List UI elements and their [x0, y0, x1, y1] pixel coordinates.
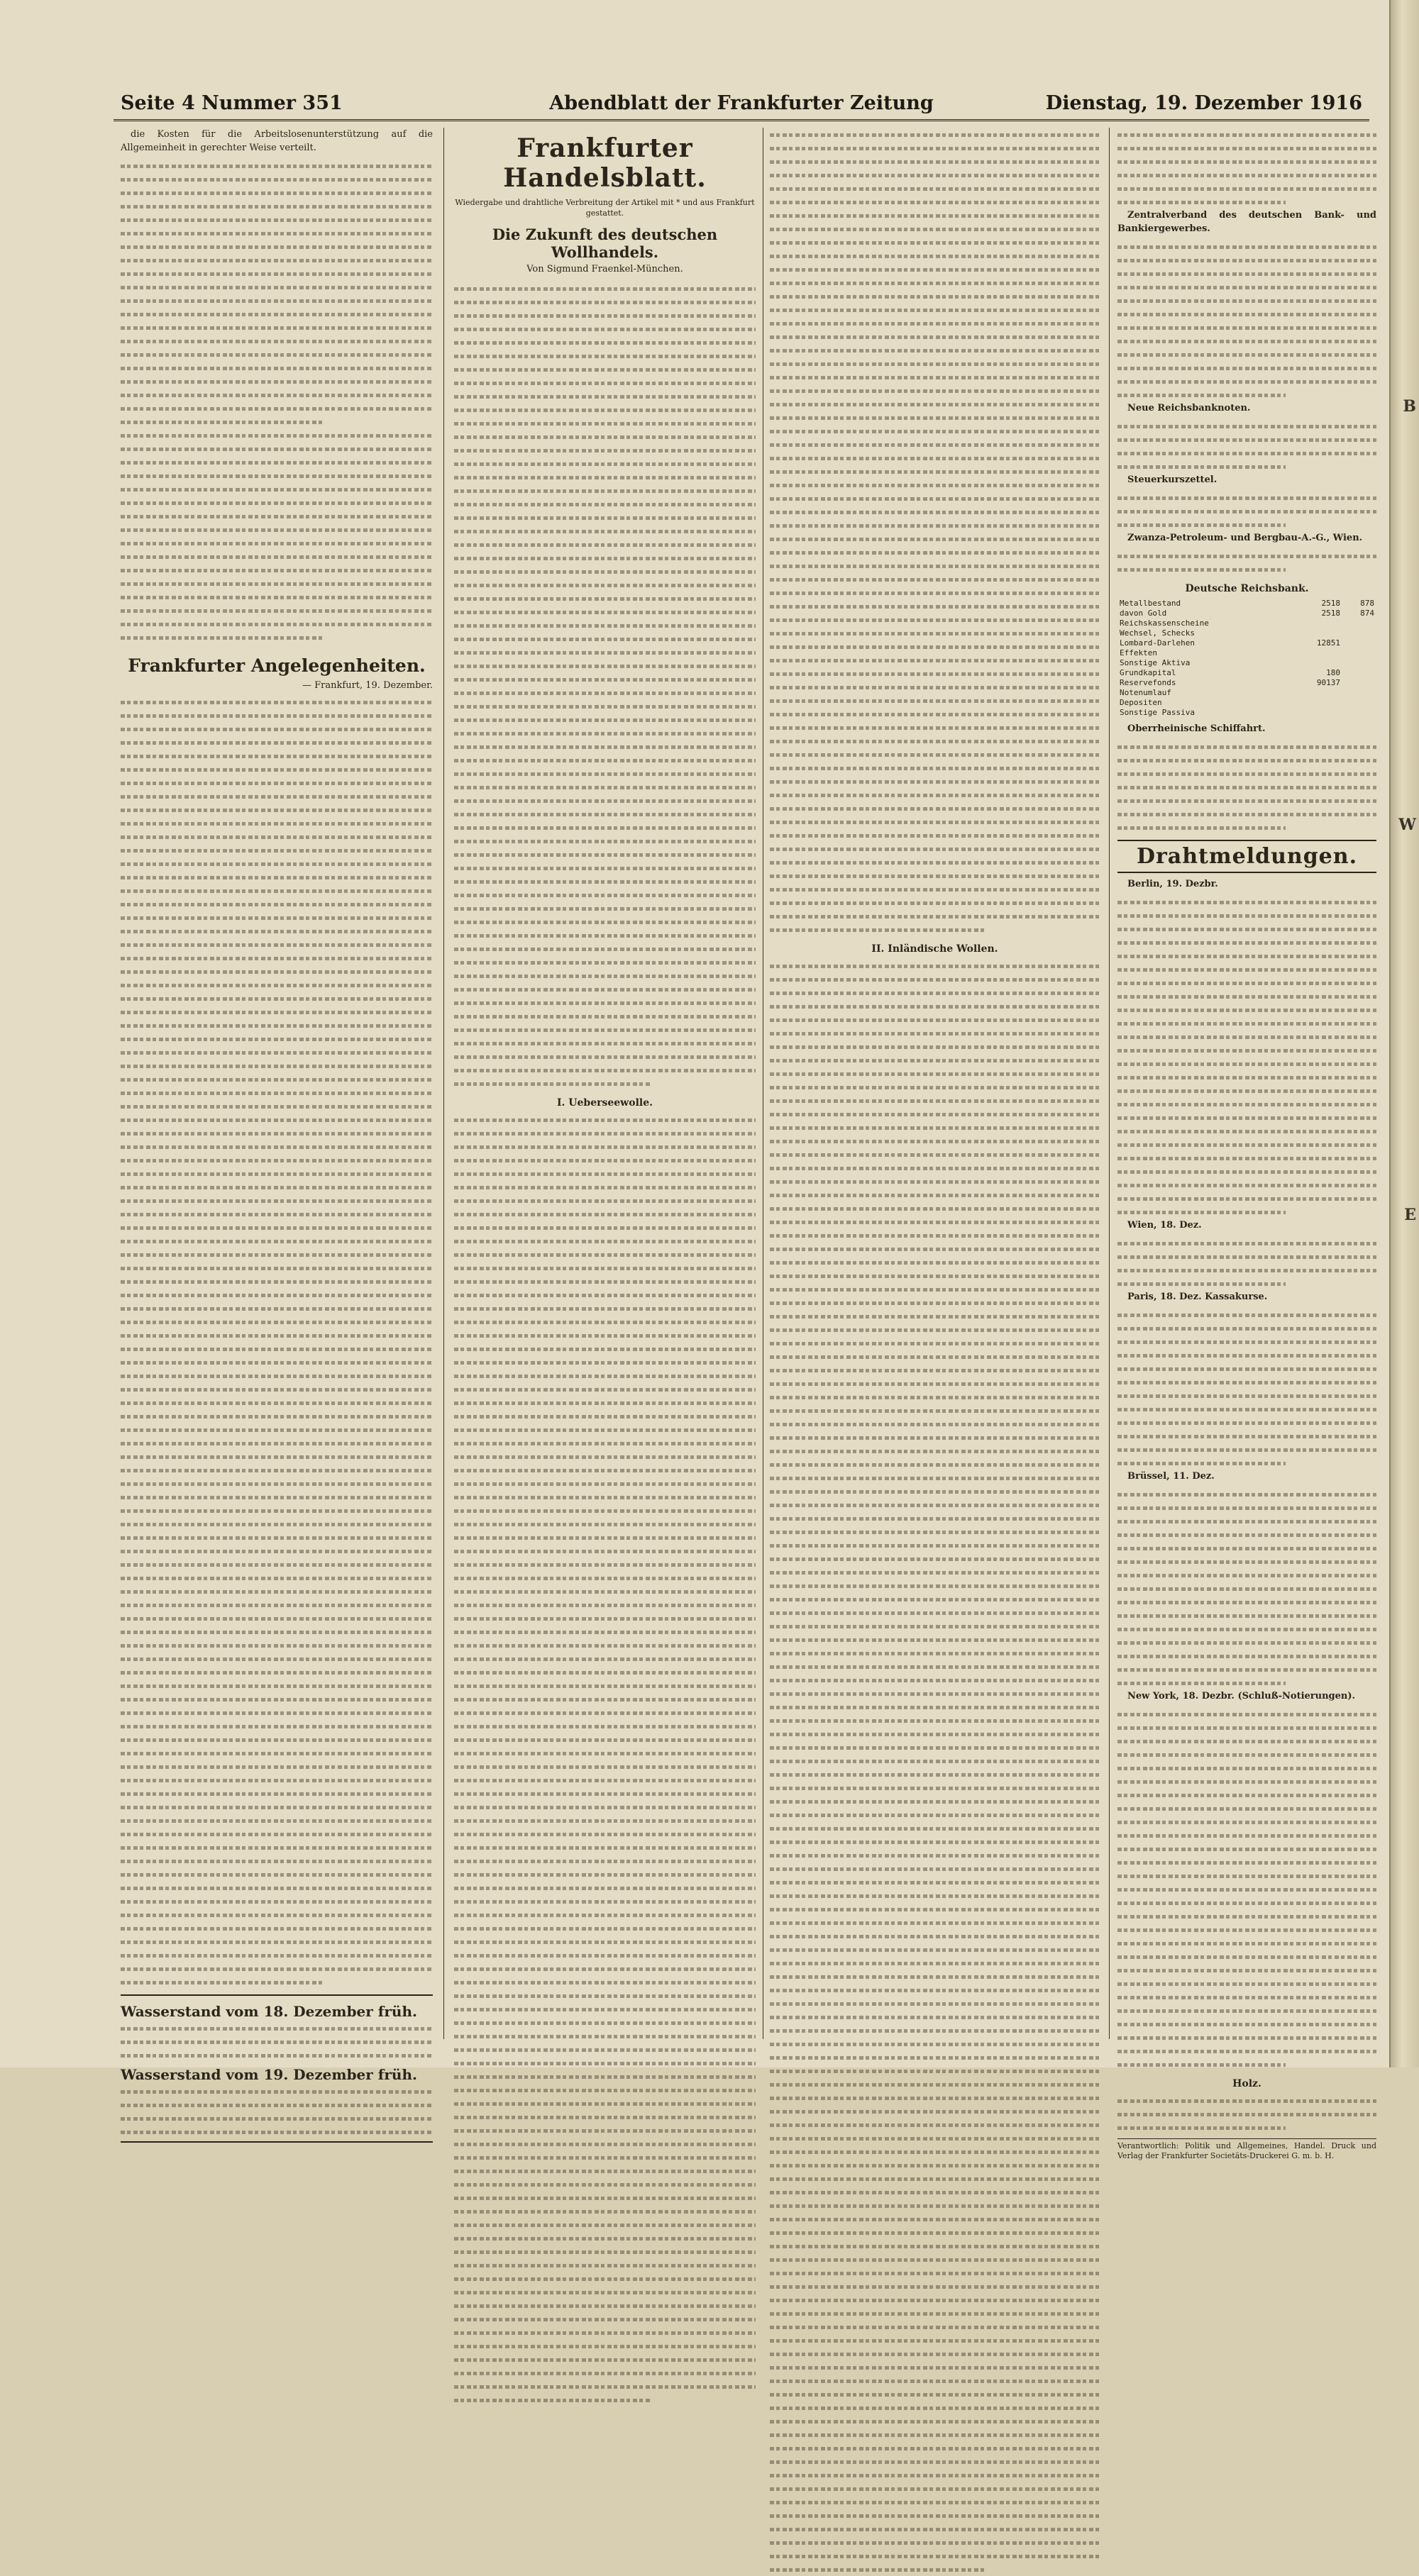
water-level-title: Wasserstand vom 19. Dezember früh. [121, 2066, 417, 2083]
row-label: Depositen [1120, 698, 1162, 707]
body-text-block [454, 1113, 756, 2406]
water-level-box [121, 1994, 433, 2143]
row-value [1291, 688, 1342, 698]
row-value [1291, 698, 1342, 708]
row-value [1342, 668, 1376, 678]
row-label: Reichskassenscheine [1120, 618, 1209, 628]
row-value [1342, 618, 1376, 628]
row-label: Reservefonds [1120, 678, 1176, 687]
row-value [1291, 628, 1342, 638]
row-label: Lombard-Darlehen [1120, 638, 1195, 648]
table-heading: Deutsche Reichsbank. [1185, 583, 1309, 594]
table-row [1117, 668, 1376, 678]
row-label: davon Gold [1120, 609, 1167, 618]
water-level-title: Wasserstand vom 18. Dezember früh. [121, 2003, 417, 2020]
body-text-block [121, 159, 433, 644]
newspaper-title: Abendblatt der Frankfurter Zeitung [549, 92, 934, 114]
body-text-block [1117, 419, 1376, 473]
row-label: Sonstige Passiva [1120, 708, 1195, 717]
news-item-heading: Steuerkurszettel. [1127, 474, 1218, 485]
row-label: Grundkapital [1120, 668, 1176, 677]
news-item-heading: Zwanza-Petroleum- und Bergbau-A.-G., Wien. [1127, 533, 1363, 543]
page-number: Seite 4 Nummer 351 [121, 92, 343, 114]
dateline: — Frankfurt, 19. Dezember. [302, 680, 433, 691]
city-dateline: Berlin, 19. Dezbr. [1127, 879, 1218, 889]
table-row [1117, 648, 1376, 658]
row-value [1342, 638, 1376, 648]
row-value: 12851 [1316, 638, 1341, 648]
body-text-block [1117, 128, 1376, 209]
row-value: 874 [1360, 609, 1374, 618]
body-text-block [1117, 1236, 1376, 1290]
row-value [1291, 648, 1342, 658]
masthead [114, 91, 1369, 121]
body-text-block [121, 695, 433, 1989]
row-label: Notenumlauf [1120, 688, 1171, 697]
table-row [1117, 658, 1376, 668]
table-row [1117, 698, 1376, 708]
issue-date: Dienstag, 19. Dezember 1916 [1045, 92, 1362, 114]
table-row [1117, 708, 1376, 718]
column-1 [121, 128, 433, 2083]
table-row [1117, 599, 1376, 609]
city-dateline: New York, 18. Dezbr. (Schluß-Notierungen). [1127, 1691, 1356, 1701]
body-text-block [1117, 895, 1376, 1218]
table-row [1117, 688, 1376, 698]
article-title: Die Zukunft des deutschen Wollhandels. [492, 226, 718, 261]
bank-statement-table [1117, 599, 1376, 718]
city-dateline: Brüssel, 11. Dez. [1127, 1471, 1215, 1482]
row-value [1342, 628, 1376, 638]
body-text-block [770, 128, 1100, 936]
intro-text: die Kosten für die Arbeitslosenunterstützung auf die Allgemeinheit in gerechter Weise verteilt. [121, 129, 433, 153]
quote-table-block [1117, 1707, 1376, 2071]
row-value [1342, 658, 1376, 668]
city-dateline: Wien, 18. Dez. [1127, 1220, 1202, 1231]
body-text-block [454, 282, 756, 1090]
column-2 [454, 128, 756, 2039]
body-text-block [1117, 740, 1376, 834]
adjacent-page-edge: B W E [1389, 0, 1419, 2067]
row-value: 2518 [1321, 609, 1341, 618]
city-dateline: Paris, 18. Dez. Kassakurse. [1127, 1292, 1268, 1302]
table-row [1117, 678, 1376, 688]
subsection-heading: Holz. [1232, 2078, 1261, 2089]
table-row [1117, 638, 1376, 648]
column-rule [1109, 128, 1110, 2039]
row-label: Effekten [1120, 648, 1157, 657]
row-value [1291, 658, 1342, 668]
table-row [1117, 628, 1376, 638]
news-item-heading: Zentralverband des deutschen Bank- und Bankiergewerbes. [1117, 210, 1376, 234]
quote-table-block [1117, 1487, 1376, 1689]
article-byline: Von Sigmund Fraenkel-München. [526, 264, 683, 274]
row-value: 180 [1326, 668, 1341, 677]
row-value [1342, 678, 1376, 688]
row-value [1342, 698, 1376, 708]
column-rule [443, 128, 444, 2039]
row-label: Metallbestand [1120, 599, 1181, 608]
row-value [1342, 648, 1376, 658]
reprint-note: Wiedergabe und drahtliche Verbreitung der Artikel mit * und aus Frankfurt gestattet. [455, 198, 755, 218]
row-value [1291, 618, 1342, 628]
section-title: Drahtmeldungen. [1117, 840, 1376, 873]
body-text-block [1117, 240, 1376, 401]
row-value: 878 [1360, 599, 1374, 608]
table-row [1117, 609, 1376, 618]
column-3 [770, 128, 1100, 2039]
row-value [1291, 708, 1342, 718]
row-value: 90137 [1316, 678, 1341, 687]
row-value [1342, 708, 1376, 718]
body-text-block [1117, 2094, 1376, 2134]
body-text-block [1117, 491, 1376, 531]
subsection-heading: I. Ueberseewolle. [557, 1097, 653, 1109]
body-text-block [770, 959, 1100, 2576]
body-text-block [1117, 549, 1376, 576]
quote-table-block [1117, 1308, 1376, 1470]
column-4 [1117, 128, 1376, 2160]
section-title: Frankfurter Handelsblatt. [503, 133, 707, 193]
row-value [1342, 688, 1376, 698]
subsection-heading: II. Inländische Wollen. [871, 943, 998, 955]
section-heading: Frankfurter Angelegenheiten. [128, 655, 426, 676]
news-item-heading: Oberrheinische Schiffahrt. [1127, 723, 1266, 734]
row-label: Wechsel, Schecks [1120, 628, 1195, 638]
row-label: Sonstige Aktiva [1120, 658, 1191, 667]
news-item-heading: Neue Reichsbanknoten. [1127, 403, 1251, 413]
table-row [1117, 618, 1376, 628]
row-value: 2518 [1321, 599, 1341, 608]
imprint: Verantwortlich: Politik und Allgemeines, Handel. Druck und Verlag der Frankfurter Societäts-Druckerei G. m. b. H. [1117, 2138, 1376, 2161]
